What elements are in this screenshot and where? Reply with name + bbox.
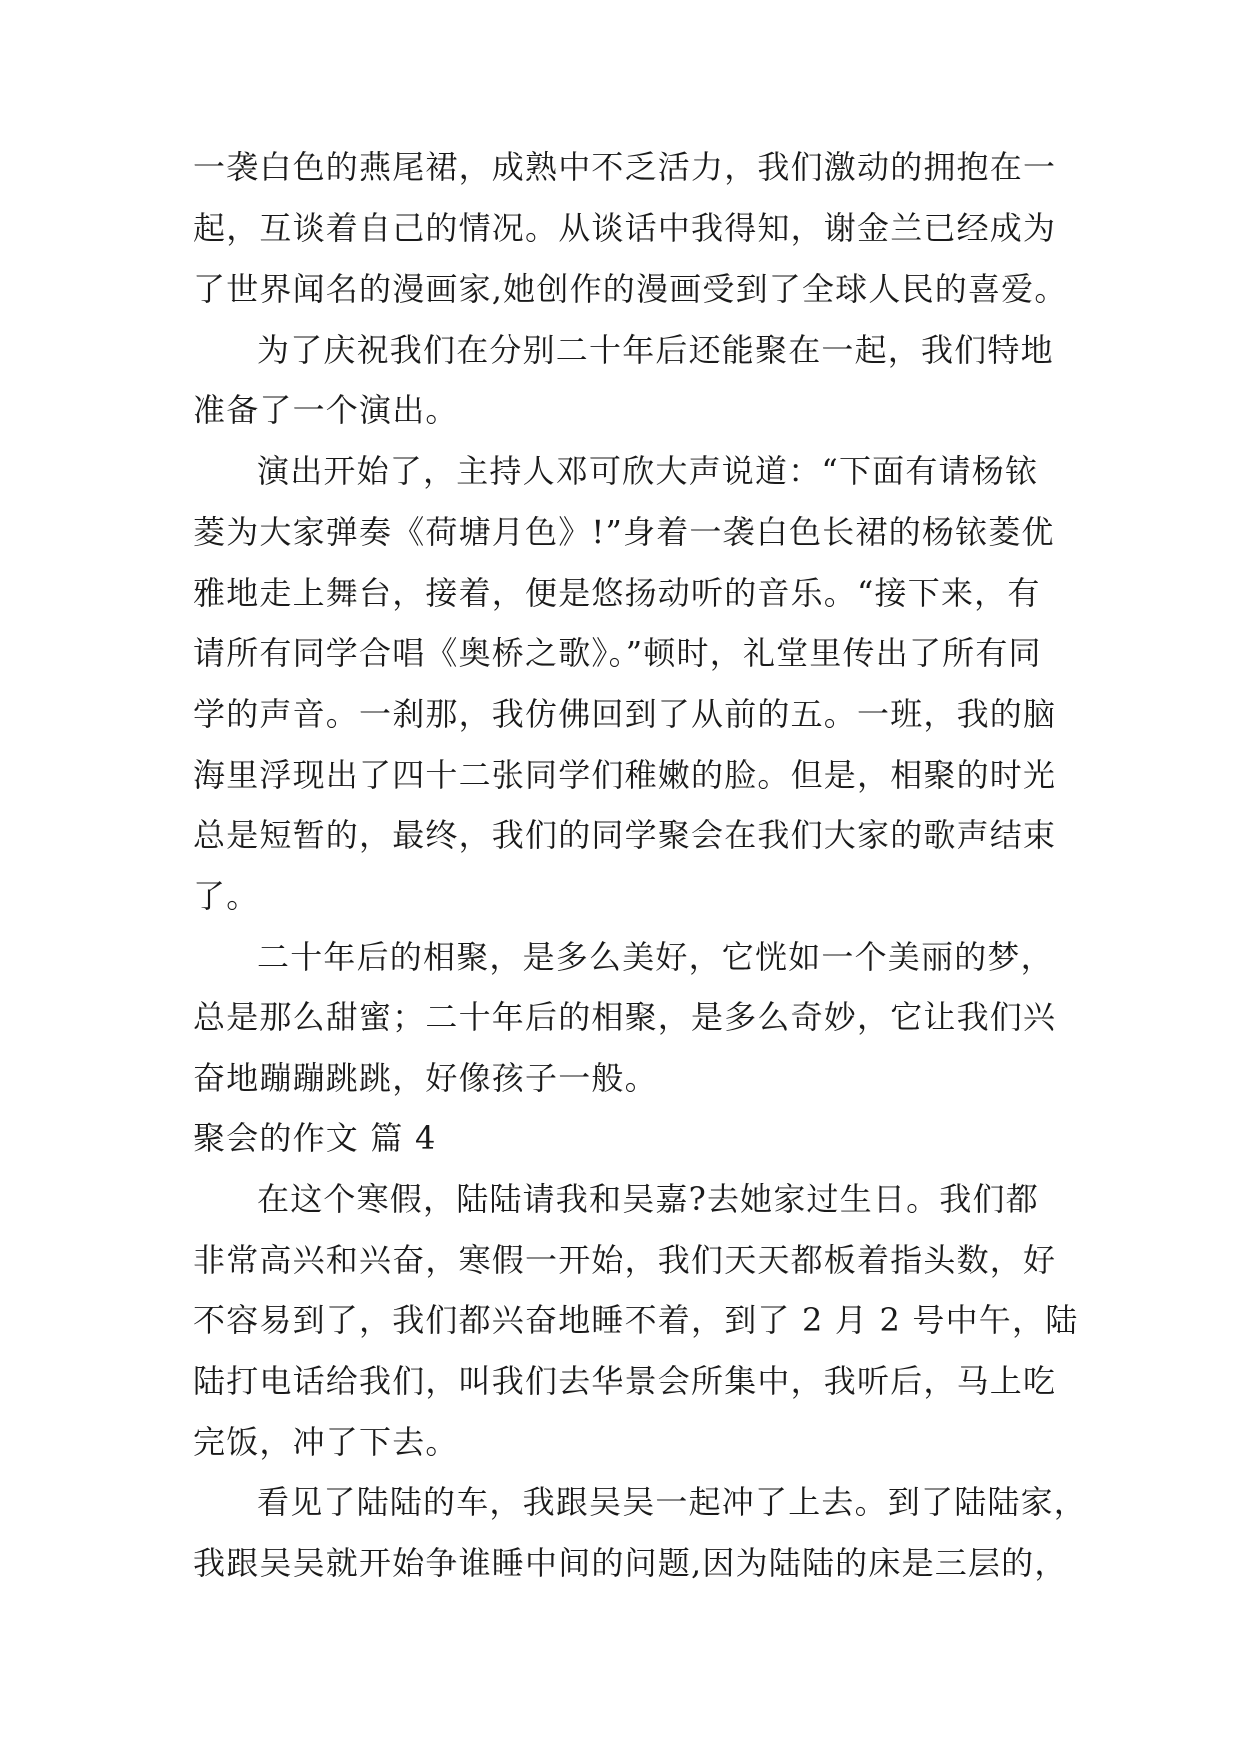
section-heading: 聚会的作文 篇 4 [193,1119,437,1157]
paragraph-first-line: 为了庆祝我们在分别二十年后还能聚在一起，我们特地 [257,331,1054,369]
paragraph-first-line: 二十年后的相聚，是多么美好，它恍如一个美丽的梦， [257,938,1054,976]
text-line: 海里浮现出了四十二张同学们稚嫩的脸。但是，相聚的时光 [193,756,1057,794]
text-line: 不容易到了，我们都兴奋地睡不着，到了 2 月 2 号中午，陆 [193,1301,1079,1339]
text-line: 了世界闻名的漫画家,她创作的漫画受到了全球人民的喜爱。 [193,270,1068,308]
text-line: 起，互谈着自己的情况。从谈话中我得知，谢金兰已经成为 [193,209,1057,247]
text-line: 奋地蹦蹦跳跳，好像孩子一般。 [193,1059,658,1097]
text-line: 完饭，冲了下去。 [193,1423,459,1461]
paragraph-first-line: 看见了陆陆的车，我跟吴吴一起冲了上去。到了陆陆家， [257,1483,1088,1521]
text-line: 雅地走上舞台，接着，便是悠扬动听的音乐。“接下来，有 [193,574,1041,612]
text-line: 了。 [193,877,260,915]
text-line: 总是那么甜蜜；二十年后的相聚，是多么奇妙，它让我们兴 [193,998,1057,1036]
paragraph-first-line: 在这个寒假，陆陆请我和吴嘉?去她家过生日。我们都 [257,1180,1039,1218]
text-line: 菱为大家弹奏《荷塘月色》!”身着一袭白色长裙的杨铱菱优 [193,513,1055,551]
text-line: 总是短暂的，最终，我们的同学聚会在我们大家的歌声结束 [193,816,1057,854]
text-line: 我跟吴吴就开始争谁睡中间的问题,因为陆陆的床是三层的， [193,1544,1068,1582]
text-line: 请所有同学合唱《奥桥之歌》。”顿时，礼堂里传出了所有同 [193,634,1042,672]
paragraph-first-line: 演出开始了，主持人邓可欣大声说道：“下面有请杨铱 [257,452,1039,490]
text-line: 非常高兴和兴奋，寒假一开始，我们天天都板着指头数，好 [193,1241,1057,1279]
text-line: 学的声音。一刹那，我仿佛回到了从前的五。一班，我的脑 [193,695,1057,733]
text-line: 准备了一个演出。 [193,391,459,429]
text-line: 一袭白色的燕尾裙，成熟中不乏活力，我们激动的拥抱在一 [193,148,1057,186]
text-line: 陆打电话给我们，叫我们去华景会所集中，我听后，马上吃 [193,1362,1057,1400]
